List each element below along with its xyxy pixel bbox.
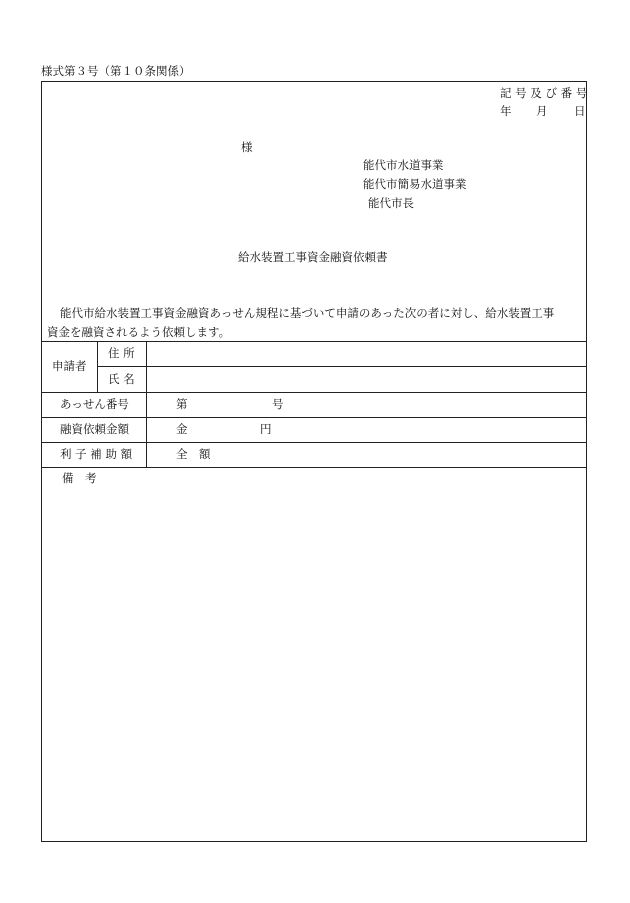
issuer-line-1: 能代市水道事業: [363, 158, 444, 172]
loan-number-label: あっせん番号: [60, 397, 129, 411]
body-text-line-2: 資金を融資されるよう依頼します。: [47, 325, 231, 339]
applicant-column-divider: [97, 341, 98, 392]
loan-number-prefix: 第: [176, 397, 188, 411]
name-label: 氏 名: [108, 372, 135, 386]
issuer-line-2: 能代市簡易水道事業: [363, 177, 467, 191]
form-frame: [41, 81, 587, 842]
loan-amount-prefix: 金: [176, 422, 188, 436]
applicant-bottom-border: [41, 392, 587, 393]
interest-subsidy-value: 全 額: [176, 447, 211, 461]
date-year-label: 年: [500, 104, 512, 118]
record-number-label: 記 号 及 び 番 号: [500, 86, 588, 100]
body-text-line-1: 能代市給水装置工事資金融資あっせん規程に基づいて申請のあった次の者に対し、給水装置工事: [60, 306, 555, 320]
value-column-divider: [146, 341, 147, 467]
issuer-line-3: 能代市長: [368, 196, 414, 210]
date-month-label: 月: [536, 104, 548, 118]
form-number: 様式第３号（第１０条関係）: [41, 64, 191, 78]
interest-subsidy-label: 利 子 補 助 額: [60, 447, 133, 461]
applicant-label: 申請者: [52, 359, 87, 373]
address-name-divider: [97, 366, 587, 367]
addressee-suffix: 様: [241, 140, 253, 154]
date-day-label: 日: [574, 104, 586, 118]
table-top-border: [41, 341, 587, 342]
interest-subsidy-bottom-border: [41, 467, 587, 468]
loan-amount-suffix: 円: [260, 422, 272, 436]
remarks-label: 備 考: [62, 471, 97, 485]
loan-amount-bottom-border: [41, 442, 587, 443]
loan-number-bottom-border: [41, 417, 587, 418]
loan-amount-label: 融資依頼金額: [60, 422, 129, 436]
document-title: 給水装置工事資金融資依頼書: [238, 250, 388, 264]
loan-number-suffix: 号: [272, 397, 284, 411]
address-label: 住 所: [108, 346, 135, 360]
